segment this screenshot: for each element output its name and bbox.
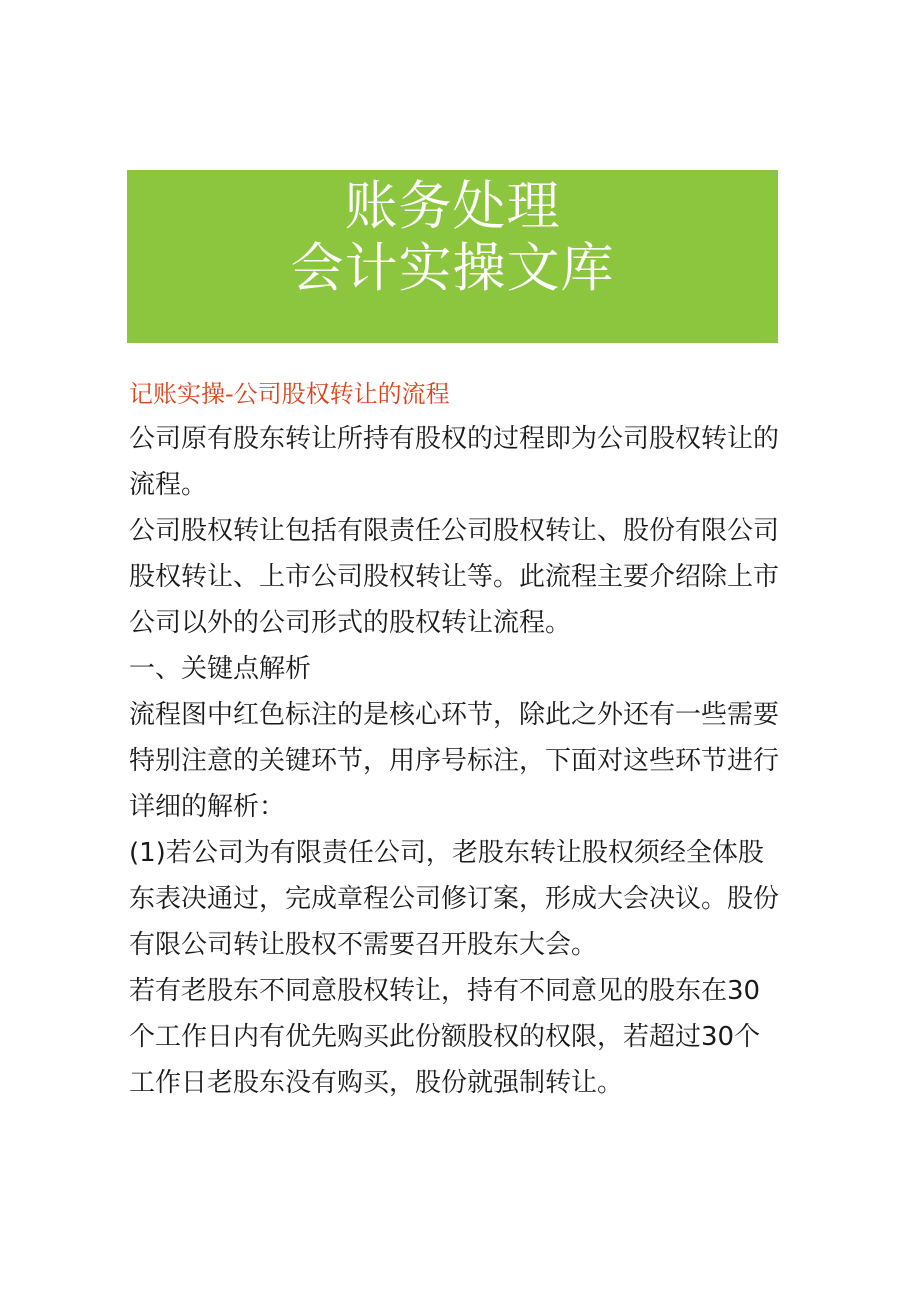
paragraph-dissent-rule: 若有老股东不同意股权转让，持有不同意见的股东在30个工作日内有优先购买此份额股权的权限，若超过30个工作日老股东没有购买，股份就强制转让。 — [129, 976, 761, 1098]
paragraph-scope: 公司股权转让包括有限责任公司股权转让、股份有限公司股权转让、上市公司股权转让等。此流程主要介绍除上市公司以外的公司形式的股权转让流程。 — [129, 516, 780, 638]
paragraph-definition: 公司原有股东转让所持有股权的过程即为公司股权转让的流程。 — [129, 424, 780, 500]
section-heading-key-points: 一、关键点解析 — [129, 654, 312, 684]
paragraph-flowchart-note: 流程图中红色标注的是核心环节，除此之外还有一些需要特别注意的关键环节，用序号标注，下面对这些环节进行详细的解析： — [129, 700, 780, 822]
banner-title-line-2: 会计实操文库 — [290, 238, 615, 299]
article-heading: 记账实操-公司股权转让的流程 — [129, 380, 450, 408]
paragraph-point-1: (1)若公司为有限责任公司，老股东转让股权须经全体股东表决通过，完成章程公司修订案，形成大会决议。股份有限公司转让股权不需要召开股东大会。 — [129, 838, 780, 960]
article-body — [129, 372, 779, 1106]
banner-title-line-1: 账务处理 — [344, 176, 561, 237]
title-banner — [127, 170, 778, 343]
